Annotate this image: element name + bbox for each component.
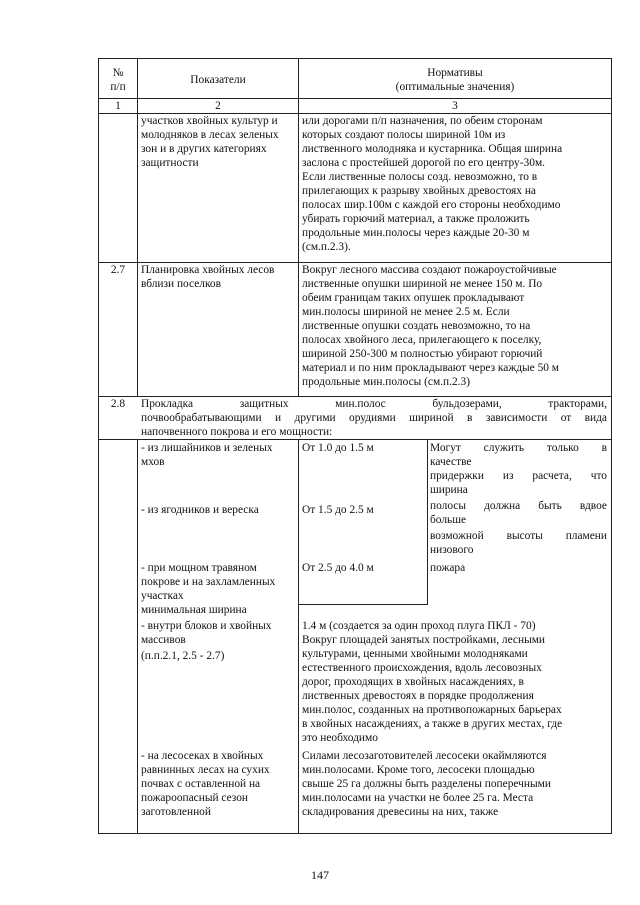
header-num-line: № (112, 67, 124, 79)
table-line (298, 439, 299, 834)
indicator-line: равнинных лесах на сухих (141, 764, 270, 776)
norm-line: складирования древесины на них, также (302, 806, 499, 818)
note-line: низового (430, 544, 474, 556)
norm-line: лиственных древостоях в порядке продолжения (302, 690, 534, 702)
norm-line: Если лиственные полосы созд. невозможно, то в (302, 171, 538, 183)
indicator-line: - из лишайников и зеленых (141, 442, 273, 454)
norm-line: естественного происхождения, вдоль лесовозных (302, 662, 542, 674)
norm-line: которых создают полосы шириной 10м из (302, 129, 506, 141)
indicator-line: почвах с оставленной на (141, 778, 261, 790)
norm-line: дорог, проходящих в хвойных насаждениях, в (302, 676, 524, 688)
norm-line: Вокруг площадей занятых постройками, лесными (302, 634, 546, 646)
indicator-line: вблизи поселков (141, 278, 222, 290)
section-title-line: Прокладка защитных мин.полос бульдозерами, тракторами, (141, 398, 607, 410)
norm-line: заслона с простейшей дорогой по его центру-30м. (302, 157, 545, 169)
note-line: качестве (430, 456, 472, 468)
col-number: 1 (115, 100, 121, 112)
norm-line: мин.полос, созданных на противопожарных барьерах (302, 704, 562, 716)
norm-line: это необходимо (302, 732, 378, 744)
table-line (427, 439, 428, 605)
width-value: От 1.5 до 2.5 м (302, 504, 374, 516)
note-line: пожара (430, 562, 466, 574)
indicator-line: зон и в других категориях (141, 143, 267, 155)
norm-line: лиственного молодняка и кустарника. Общая ширина (302, 143, 563, 155)
norm-line: продольные мин.полосы через каждые 20-30 м (302, 227, 530, 239)
indicator-line: Планировка хвойных лесов (141, 264, 275, 276)
norm-line: убирать горючий материал, а также проложить (302, 213, 530, 225)
indicator-line: - при мощном травяном (141, 562, 257, 574)
norm-line: 1.4 м (создается за один проход плуга ПКЛ - 70) (302, 620, 536, 632)
section-title-line: напочвенного покрова и его мощности: (141, 426, 333, 438)
norm-line: в хвойных насаждениях, а также в других местах, где (302, 718, 563, 730)
table-border-right (611, 58, 612, 834)
width-value: От 2.5 до 4.0 м (302, 562, 374, 574)
norm-line: обеим границам таких опушек прокладывают (302, 292, 525, 304)
norm-line: продольные мин.полосы (см.п.2.3) (302, 376, 471, 388)
row-number: 2.7 (110, 264, 126, 276)
note-line: Могут служить только в (430, 442, 607, 454)
table-border-bottom (98, 833, 612, 834)
indicator-line: заготовленной (141, 806, 211, 818)
header-norms-line: Нормативы (427, 67, 483, 79)
note-line: возможной высоты пламени (430, 530, 607, 542)
col-number: 3 (452, 100, 458, 112)
indicator-line: молодняков в лесах зеленых (141, 129, 279, 141)
indicator-line: мхов (141, 456, 165, 468)
indicator-line: участков хвойных культур и (141, 115, 278, 127)
header-norms-line: (оптимальные значения) (395, 81, 515, 93)
indicator-line: участках (141, 590, 184, 602)
norm-line: мин.полосами на участки не более 25 га. Места (302, 792, 534, 804)
norm-line: (см.п.2.3). (302, 241, 351, 253)
note-line: ширина (430, 484, 468, 496)
norm-line: культурами, ценными хвойными молодняками (302, 648, 528, 660)
norm-line: лиственные опушки создать невозможно, то на (302, 320, 531, 332)
col-number: 2 (215, 100, 221, 112)
norm-line: мин.полосы шириной не менее 2.5 м. Если (302, 306, 510, 318)
table-border-top (98, 58, 612, 59)
table-line (298, 604, 428, 605)
note-line: придержки из расчета, что (430, 470, 607, 482)
header-indicators: Показатели (190, 74, 246, 86)
section-title-line: почвообрабатывающими и другими орудиями шириной в зависимости от вида (141, 412, 607, 424)
note-line: полосы должна быть вдвое (430, 500, 607, 512)
table-border-left (98, 58, 99, 834)
norm-line: или дорогами п/п назначения, по обеим сторонам (302, 115, 543, 127)
norm-line: полосах шир.100м с каждой его стороны необходимо (302, 199, 561, 211)
indicator-line: - внутри блоков и хвойных (141, 620, 272, 632)
norm-line: лиственные опушки шириной не менее 150 м. По (302, 278, 543, 290)
table-line (137, 439, 138, 834)
norm-line: свыше 25 га должны быть разделены поперечными (302, 778, 551, 790)
indicator-line: (п.п.2.1, 2.5 - 2.7) (141, 650, 225, 662)
table-line (98, 439, 612, 440)
row-number: 2.8 (110, 398, 126, 410)
norm-line: полосах хвойного леса, прилегающего к поселку, (302, 334, 542, 346)
width-value: От 1.0 до 1.5 м (302, 442, 374, 454)
indicator-line: покрове и на захламленных (141, 576, 276, 588)
header-num-line: п/п (110, 81, 126, 93)
indicator-line: массивов (141, 634, 186, 646)
norm-line: материал и по ним прокладывают через каждые 50 м (302, 362, 560, 374)
note-line: больше (430, 514, 467, 526)
indicator-line: защитности (141, 157, 199, 169)
norm-line: Вокруг лесного массива создают пожароустойчивые (302, 264, 557, 276)
norm-line: мин.полосами. Кроме того, лесосеки площадью (302, 764, 535, 776)
page-number: 147 (311, 868, 329, 882)
indicator-line: пожароопасный сезон (141, 792, 249, 804)
norm-line: Силами лесозаготовителей лесосеки окаймляются (302, 750, 547, 762)
indicator-line: - из ягодников и вереска (141, 504, 259, 516)
indicator-line: - на лесосеках в хвойных (141, 750, 264, 762)
norm-line: прилегающих к разрыву хвойных древостоях на (302, 185, 536, 197)
norm-line: шириной 250-300 м полностью убирают горючий (302, 348, 543, 360)
indicator-line: минимальная ширина (141, 604, 247, 616)
